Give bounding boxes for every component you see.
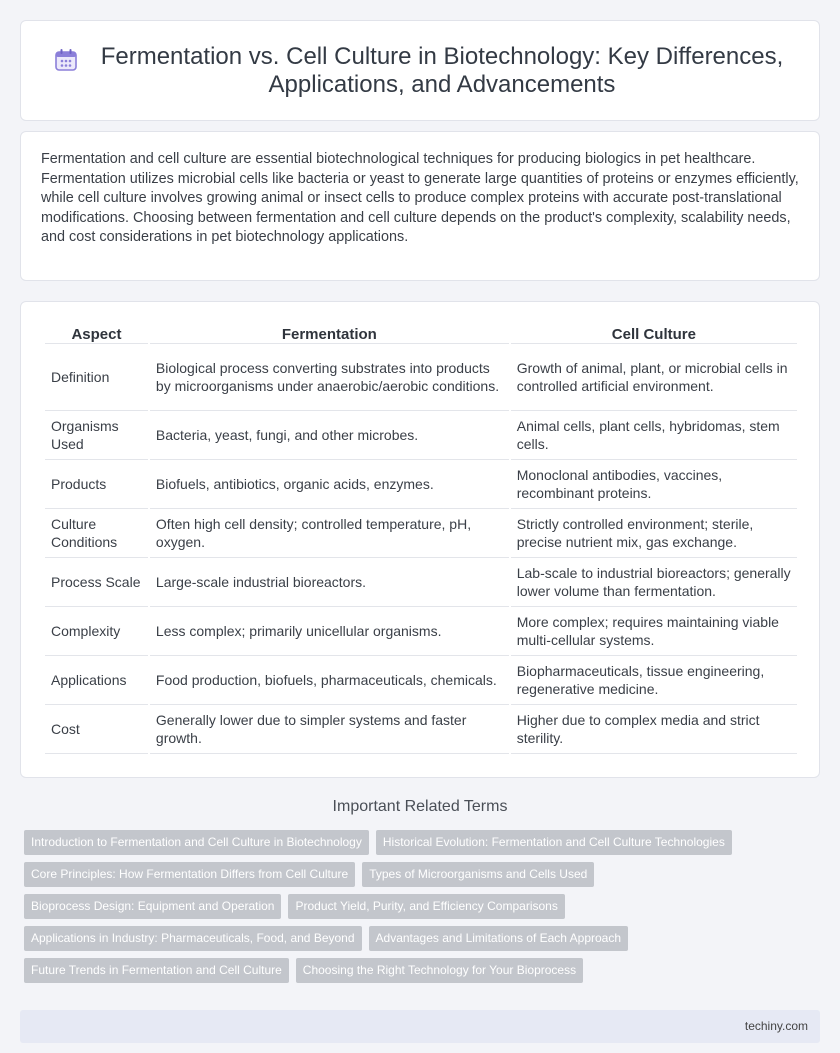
row-aspect: Cost xyxy=(45,705,148,754)
table-row xyxy=(45,509,797,558)
related-term-tag[interactable]: Future Trends in Fermentation and Cell Culture xyxy=(24,958,289,983)
row-cell-culture: Growth of animal, plant, or microbial cells in controlled artificial environment. xyxy=(511,344,797,411)
row-aspect: Organisms Used xyxy=(45,411,148,460)
row-cell-culture: Monoclonal antibodies, vaccines, recombinant proteins. xyxy=(511,460,797,509)
related-term-tag[interactable]: Core Principles: How Fermentation Differs from Cell Culture xyxy=(24,862,355,887)
table-header-row xyxy=(45,322,797,344)
related-term-tag[interactable]: Product Yield, Purity, and Efficiency Comparisons xyxy=(288,894,564,919)
row-cell-culture: Strictly controlled environment; sterile, precise nutrient mix, gas exchange. xyxy=(511,509,797,558)
related-term-tag[interactable]: Applications in Industry: Pharmaceuticals, Food, and Beyond xyxy=(24,926,362,951)
header-cell-culture: Cell Culture xyxy=(511,322,797,344)
table-row xyxy=(45,705,797,754)
comparison-table-card xyxy=(20,301,820,778)
row-cell-culture: More complex; requires maintaining viable multi-cellular systems. xyxy=(511,607,797,656)
related-term-tag[interactable]: Choosing the Right Technology for Your Bioprocess xyxy=(296,958,583,983)
title-card xyxy=(20,20,820,121)
row-fermentation: Often high cell density; controlled temperature, pH, oxygen. xyxy=(150,509,509,558)
row-aspect: Applications xyxy=(45,656,148,705)
row-aspect: Process Scale xyxy=(45,558,148,607)
related-terms-tags xyxy=(20,830,820,990)
row-cell-culture: Lab-scale to industrial bioreactors; generally lower volume than fermentation. xyxy=(511,558,797,607)
intro-card xyxy=(20,131,820,281)
header-aspect: Aspect xyxy=(45,322,148,344)
table-row xyxy=(45,607,797,656)
footer-site-link[interactable]: techiny.com xyxy=(744,1019,808,1033)
row-aspect: Definition xyxy=(45,344,148,411)
row-cell-culture: Biopharmaceuticals, tissue engineering, regenerative medicine. xyxy=(511,656,797,705)
intro-paragraph: Fermentation and cell culture are essential biotechnological techniques for producing biologics in pet healthcare. Fermentation utilizes microbial cells like bacteria or yeast to generate large quantities of proteins or enzymes efficiently, while cell culture involves growing animal or insect cells to produce complex proteins with accurate post-translational modifications. Choosing between fermentation and cell culture depends on the product's complexity, scalability needs, and cost considerations in pet biotechnology applications. xyxy=(41,151,799,246)
row-cell-culture: Higher due to complex media and strict sterility. xyxy=(511,705,797,754)
row-fermentation: Bacteria, yeast, fungi, and other microbes. xyxy=(150,411,509,460)
row-fermentation: Less complex; primarily unicellular organisms. xyxy=(150,607,509,656)
related-terms-section xyxy=(20,798,820,990)
row-fermentation: Biofuels, antibiotics, organic acids, enzymes. xyxy=(150,460,509,509)
row-fermentation: Food production, biofuels, pharmaceuticals, chemicals. xyxy=(150,656,509,705)
related-term-tag[interactable]: Bioprocess Design: Equipment and Operation xyxy=(24,894,281,919)
table-row xyxy=(45,558,797,607)
row-aspect: Products xyxy=(45,460,148,509)
comparison-table xyxy=(43,322,799,754)
page-title: Fermentation vs. Cell Culture in Biotechnology: Key Differences, Applications, and Advancements xyxy=(100,42,784,98)
row-aspect: Culture Conditions xyxy=(45,509,148,558)
row-aspect: Complexity xyxy=(45,607,148,656)
related-term-tag[interactable]: Historical Evolution: Fermentation and Cell Culture Technologies xyxy=(376,830,732,855)
row-fermentation: Generally lower due to simpler systems and faster growth. xyxy=(150,705,509,754)
table-row xyxy=(45,656,797,705)
row-fermentation: Large-scale industrial bioreactors. xyxy=(150,558,509,607)
table-row xyxy=(45,344,797,411)
related-term-tag[interactable]: Types of Microorganisms and Cells Used xyxy=(362,862,594,887)
table-row xyxy=(45,460,797,509)
calendar-icon xyxy=(53,47,79,73)
related-term-tag[interactable]: Advantages and Limitations of Each Approach xyxy=(369,926,629,951)
footer xyxy=(20,1010,820,1043)
related-term-tag[interactable]: Introduction to Fermentation and Cell Culture in Biotechnology xyxy=(24,830,369,855)
row-cell-culture: Animal cells, plant cells, hybridomas, stem cells. xyxy=(511,411,797,460)
table-row xyxy=(45,411,797,460)
header-fermentation: Fermentation xyxy=(150,322,509,344)
row-fermentation: Biological process converting substrates into products by microorganisms under anaerobic/aerobic conditions. xyxy=(150,344,509,411)
related-terms-title: Important Related Terms xyxy=(332,798,508,815)
